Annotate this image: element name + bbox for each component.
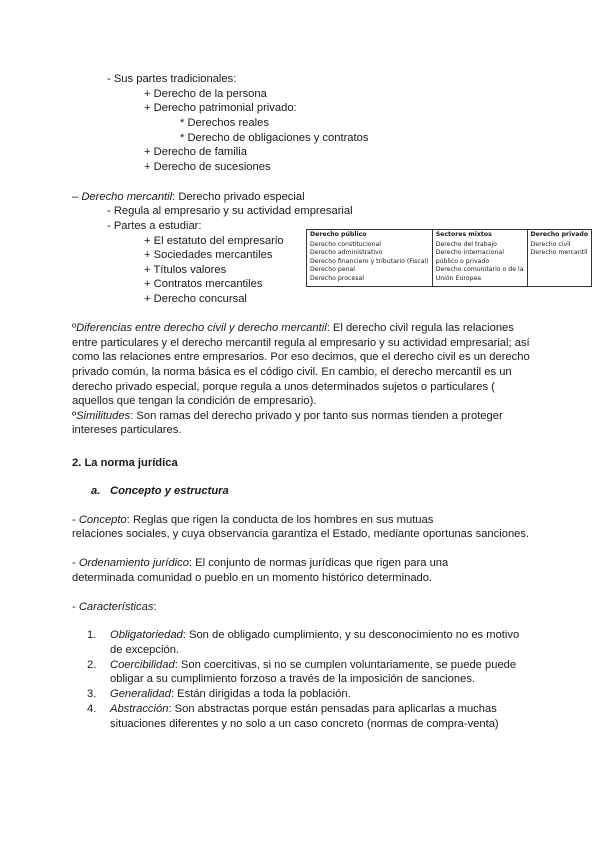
mercantil-part-item: + Títulos valores xyxy=(144,264,227,276)
civil-part-item: + Derecho patrimonial privado: xyxy=(144,102,297,114)
list-item: 4. Abstracción: Son abstractas porque están pensadas para aplicarlas a muchas situaciones diferentes y no solo a un caso concreto (normas de compra-venta) xyxy=(87,702,499,730)
similitudes-title: Similitudes xyxy=(76,410,131,422)
sectors-cell-mixtos: Derecho del trabajo Derecho internacional público o privado Derecho comunitario o de la Unión Europea xyxy=(432,240,527,286)
caracteristicas-term: Características xyxy=(78,601,154,613)
mercantil-definition-text: : Derecho privado especial xyxy=(172,191,305,203)
section-heading: 2. La norma jurídica xyxy=(72,457,178,469)
caracteristica-term: Obligatoriedad xyxy=(110,629,183,641)
paragraph-line: privado común, la norma básica es el código civil. En cambio, el derecho mercantil es un xyxy=(72,366,512,378)
mercantil-part-item: + Sociedades mercantiles xyxy=(144,249,273,261)
caracteristica-term: Generalidad xyxy=(110,688,171,701)
ordenamiento-definition: - Ordenamiento jurídico: El conjunto de normas jurídicas que rigen para una xyxy=(72,557,449,569)
caracteristica-term: Coercibilidad xyxy=(110,658,175,671)
sectors-cell-publico: Derecho constitucional Derecho administrativo Derecho financiero y tributario (Fiscal) Derecho penal Derecho procesal xyxy=(307,240,433,286)
mercantil-term: Derecho mercantil xyxy=(81,191,173,203)
civil-subpart-item: * Derechos reales xyxy=(180,117,269,129)
mercantil-part-item: + Derecho concursal xyxy=(144,293,247,305)
caracteristicas-heading: - Características: xyxy=(72,601,157,613)
paragraph-line: como las relaciones entre empresarios. Por eso decimos, que el derecho civil es un derecho xyxy=(72,351,530,363)
mercantil-part-item: + Contratos mercantiles xyxy=(144,278,263,290)
diferencias-paragraph: ºDiferencias entre derecho civil y derecho mercantil: El derecho civil regula las relaciones xyxy=(72,322,514,334)
similitudes-paragraph: ºSimilitudes: Son ramas del derecho privado y por tanto sus normas tienden a proteger xyxy=(72,410,503,422)
sectors-header: Derecho público xyxy=(307,230,433,240)
civil-part-item: + Derecho de sucesiones xyxy=(144,161,271,173)
paragraph-line: entre particulares y el derecho mercantil regula al empresario y su actividad empresarial; así xyxy=(72,337,530,349)
caracteristicas-list xyxy=(87,628,520,732)
list-number: 1. xyxy=(87,629,97,641)
list-number: 3. xyxy=(87,688,97,701)
sectors-cell-privado: Derecho civil Derecho mercantil xyxy=(527,240,592,286)
concepto-term: Concepto xyxy=(78,514,127,526)
mercantil-partes-heading: - Partes a estudiar: xyxy=(107,220,202,232)
sectors-header: Derecho privado xyxy=(527,230,592,240)
subsection-title: Concepto y estructura xyxy=(110,485,229,497)
paragraph-line: relaciones sociales, y cuya observancia garantiza el Estado, mediante oportunas sanciones. xyxy=(72,528,530,540)
civil-subpart-item: * Derecho de obligaciones y contratos xyxy=(180,132,369,144)
concepto-definition: - Concepto: Reglas que rigen la conducta de los hombres en sus mutuas xyxy=(72,514,434,526)
paragraph-line: determinada comunidad o pueblo en un momento histórico determinado. xyxy=(72,572,433,584)
caracteristica-term: Abstracción xyxy=(110,702,169,715)
civil-part-item: + Derecho de familia xyxy=(144,146,247,158)
sectors-header: Sectores mixtos xyxy=(432,230,527,240)
mercantil-part-item: + El estatuto del empresario xyxy=(144,235,284,247)
list-number: 2. xyxy=(87,658,97,671)
list-item: 2. Coercibilidad: Son coercitivas, si no se cumplen voluntariamente, se puede puede obligar a su cumplimiento forzoso a través de la imposición de sanciones. xyxy=(87,658,517,686)
sectors-table xyxy=(306,229,592,287)
list-item: 3. Generalidad: Están dirigidas a toda la población. xyxy=(87,688,351,701)
civil-part-item: + Derecho de la persona xyxy=(144,88,267,100)
paragraph-line: aquellos que tengan la condición de empresario). xyxy=(72,395,317,407)
diferencias-title: Diferencias entre derecho civil y derecho mercantil xyxy=(76,322,327,334)
ordenamiento-term: Ordenamiento jurídico xyxy=(78,557,189,569)
paragraph-line: intereses particulares. xyxy=(72,424,182,436)
mercantil-definition: – Derecho mercantil: Derecho privado especial xyxy=(72,191,305,203)
mercantil-regula: - Regula al empresario y su actividad empresarial xyxy=(107,205,353,217)
subsection-letter: a. xyxy=(91,485,101,497)
list-item: 1. Obligatoriedad: Son de obligado cumplimiento, y su desconocimiento no es motivo de excepción. xyxy=(87,629,520,656)
civil-parts-heading: - Sus partes tradicionales: xyxy=(107,73,237,85)
paragraph-line: derecho privado especial, porque regula a unos determinados sujetos o particulares ( xyxy=(72,381,495,393)
list-number: 4. xyxy=(87,702,97,715)
